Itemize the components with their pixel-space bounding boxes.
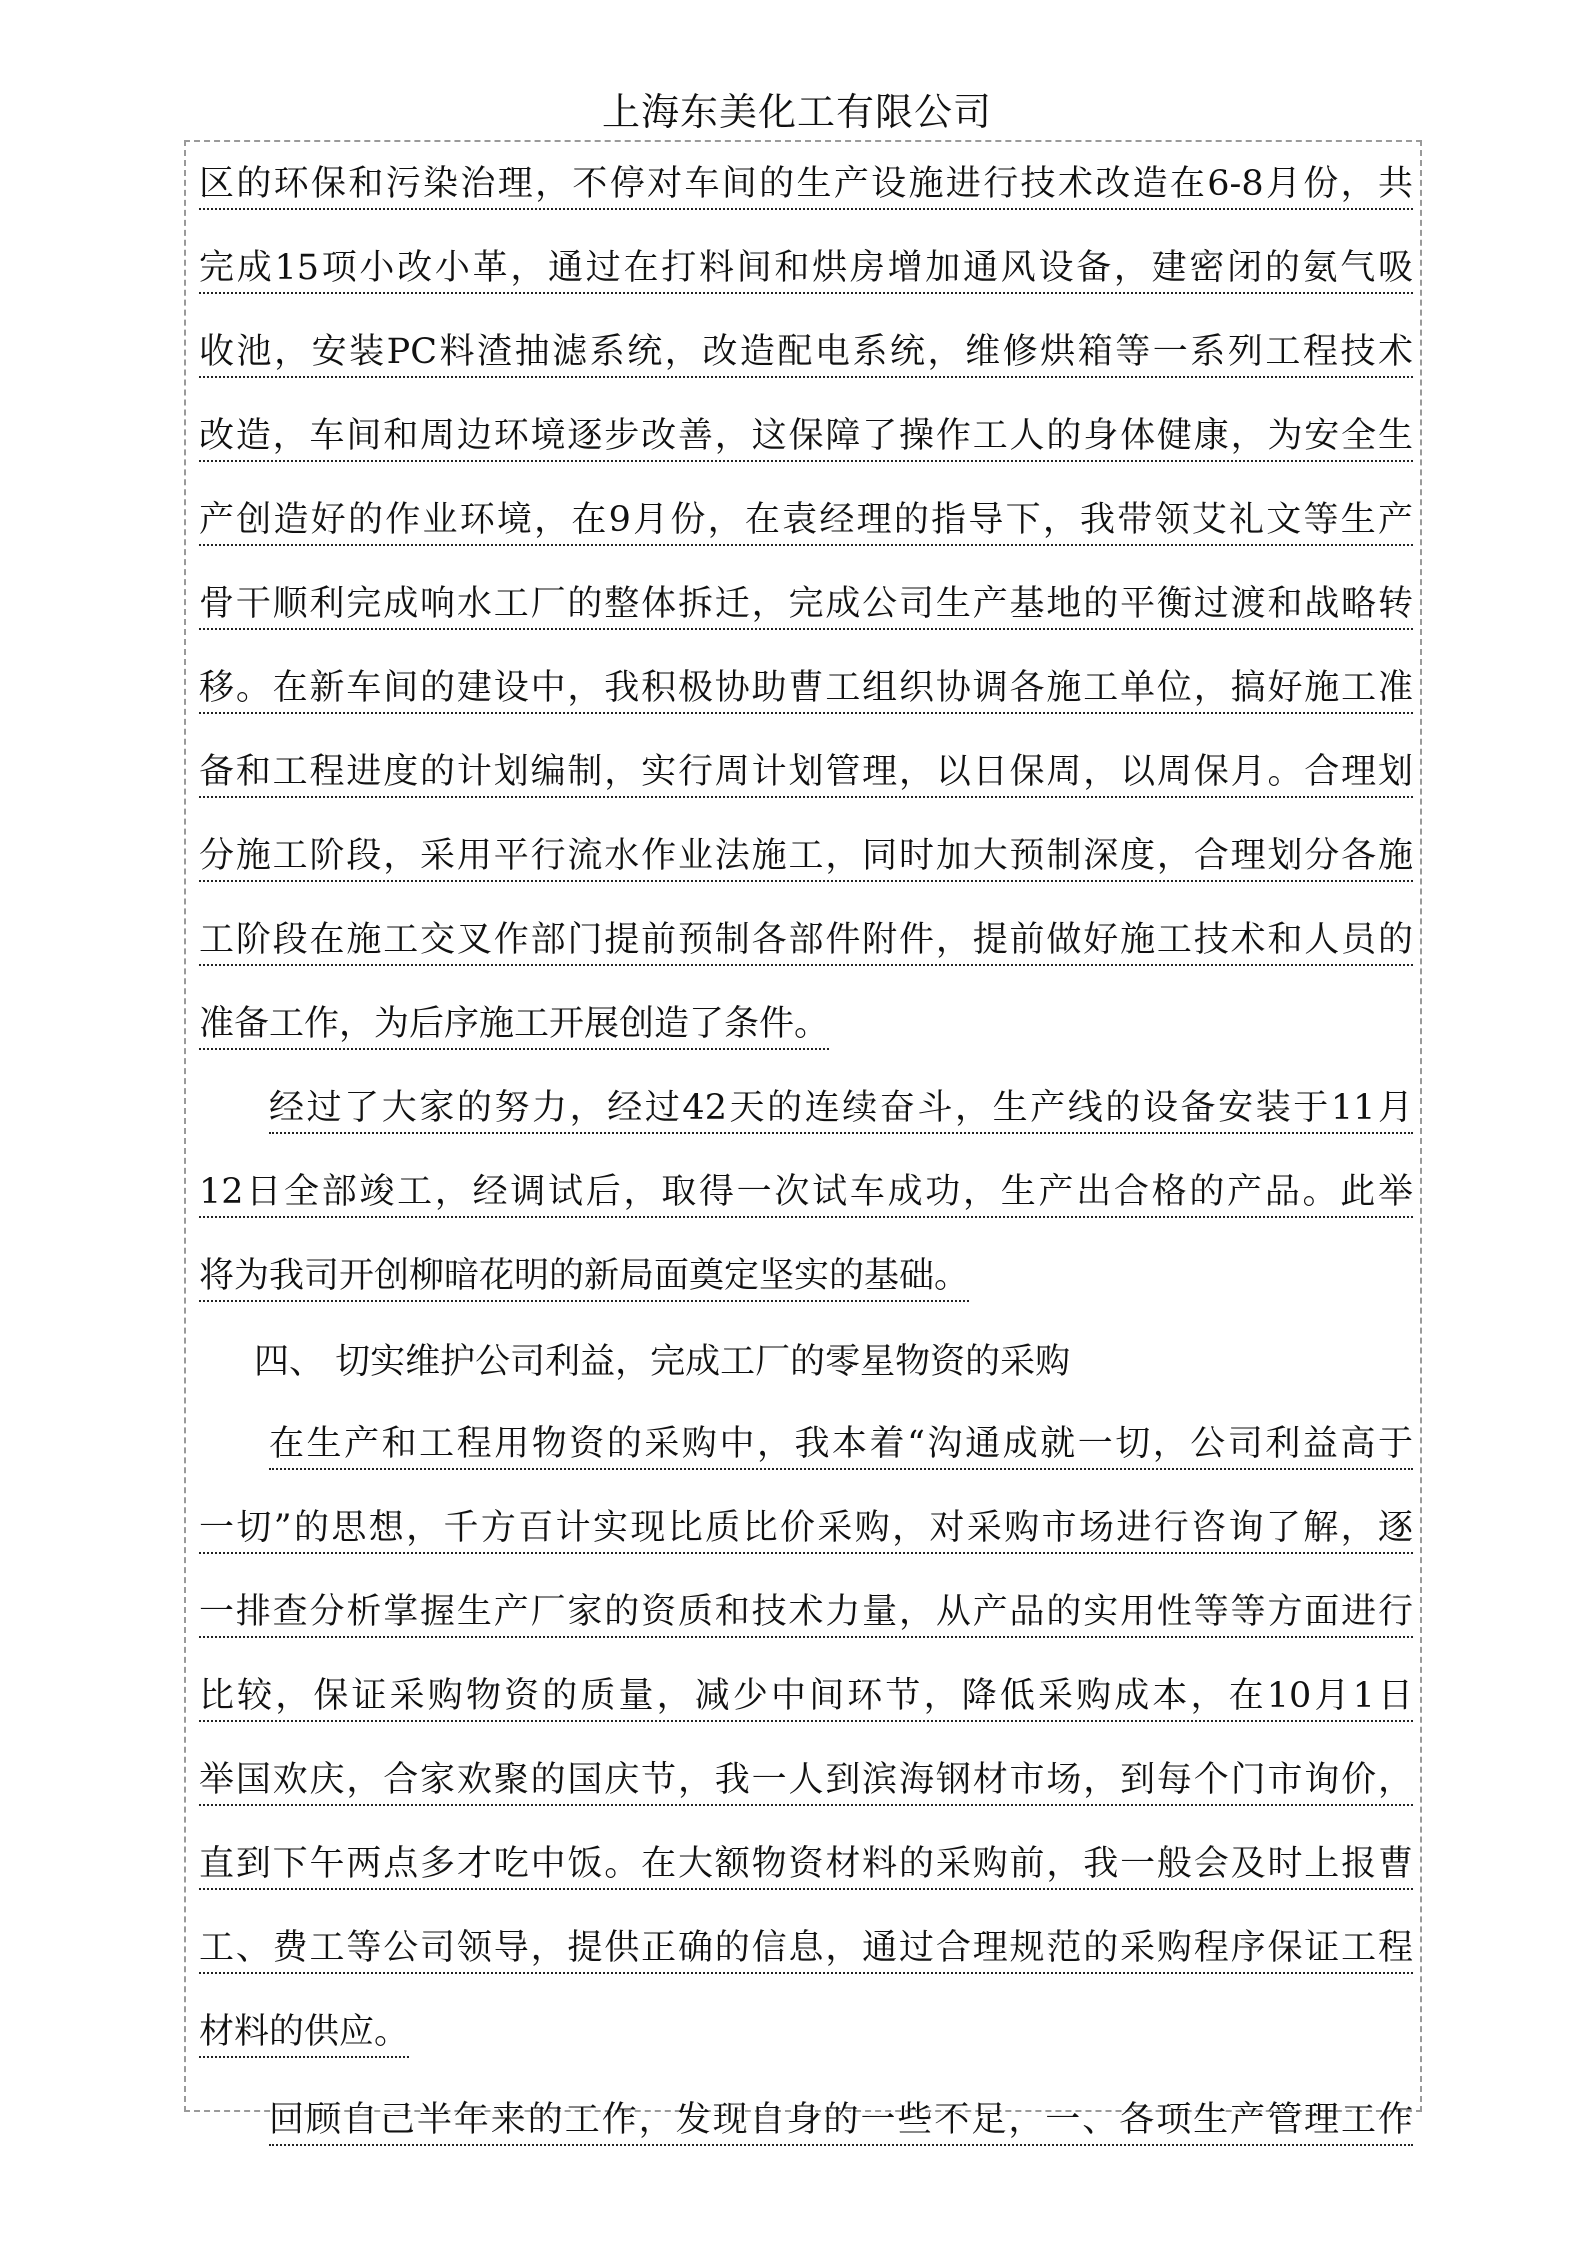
text-line-content: 分施工阶段，采用平行流水作业法施工，同时加大预制深度，合理划分各施 <box>199 834 1413 882</box>
text-line-content: 一排查分析掌握生产厂家的资质和技术力量，从产品的实用性等等方面进行 <box>199 1590 1413 1638</box>
text-line <box>199 1904 1413 1988</box>
text-line-content: 备和工程进度的计划编制，实行周计划管理，以日保周，以周保月。合理划 <box>199 750 1413 798</box>
text-line-content: 准备工作，为后序施工开展创造了条件。 <box>199 1002 829 1050</box>
text-line <box>199 560 1413 644</box>
text-line <box>199 1232 1413 1316</box>
section-heading <box>199 1316 1413 1400</box>
text-line-content: 经过了大家的努力，经过42天的连续奋斗，生产线的设备安装于11月 <box>269 1086 1413 1134</box>
text-line-content: 收池，安装PC料渣抽滤系统，改造配电系统，维修烘箱等一系列工程技术 <box>199 330 1413 378</box>
text-line-content: 比较，保证采购物资的质量，减少中间环节，降低采购成本，在10月1日 <box>199 1674 1413 1722</box>
section-heading-text: 四、 切实维护公司利益，完成工厂的零星物资的采购 <box>254 1342 1071 1382</box>
text-line-content: 区的环保和污染治理，不停对车间的生产设施进行技术改造在6-8月份，共 <box>199 162 1413 210</box>
text-line-content: 产创造好的作业环境，在9月份，在袁经理的指导下，我带领艾礼文等生产 <box>199 498 1413 546</box>
text-line-content: 回顾自己半年来的工作，发现自身的一些不足，一、各项生产管理工作 <box>269 2098 1413 2146</box>
text-line <box>199 980 1413 1064</box>
text-line <box>199 1148 1413 1232</box>
text-line <box>199 224 1413 308</box>
text-line <box>199 1568 1413 1652</box>
text-line <box>199 644 1413 728</box>
text-line <box>199 1064 1413 1148</box>
text-line-content: 材料的供应。 <box>199 2010 409 2058</box>
text-line-content: 改造，车间和周边环境逐步改善，这保障了操作工人的身体健康，为安全生 <box>199 414 1413 462</box>
text-line-content: 骨干顺利完成响水工厂的整体拆迁，完成公司生产基地的平衡过渡和战略转 <box>199 582 1413 630</box>
text-line <box>199 1400 1413 1484</box>
text-line <box>199 476 1413 560</box>
text-line <box>199 896 1413 980</box>
text-line <box>199 812 1413 896</box>
text-line-content: 将为我司开创柳暗花明的新局面奠定坚实的基础。 <box>199 1254 969 1302</box>
text-line-content: 工阶段在施工交叉作部门提前预制各部件附件，提前做好施工技术和人员的 <box>199 918 1413 966</box>
page-header-company: 上海东美化工有限公司 <box>601 90 992 134</box>
text-line <box>199 1484 1413 1568</box>
text-line-content: 12日全部竣工，经调试后，取得一次试车成功，生产出合格的产品。此举 <box>199 1170 1413 1218</box>
text-line-content: 完成15项小改小革，通过在打料间和烘房增加通风设备，建密闭的氨气吸 <box>199 246 1413 294</box>
text-line <box>199 728 1413 812</box>
text-line-content: 工、费工等公司领导，提供正确的信息，通过合理规范的采购程序保证工程 <box>199 1926 1413 1974</box>
text-line <box>199 308 1413 392</box>
text-line <box>199 392 1413 476</box>
text-line-content: 直到下午两点多才吃中饭。在大额物资材料的采购前，我一般会及时上报曹 <box>199 1842 1413 1890</box>
text-line <box>199 2072 1413 2140</box>
text-line-content: 举国欢庆，合家欢聚的国庆节，我一人到滨海钢材市场，到每个门市询价， <box>199 1758 1413 1806</box>
text-line <box>199 140 1413 224</box>
text-line <box>199 1736 1413 1820</box>
text-line-content: 在生产和工程用物资的采购中，我本着“沟通成就一切，公司利益高于 <box>269 1422 1413 1470</box>
text-line <box>199 1652 1413 1736</box>
text-line-content: 一切”的思想，千方百计实现比质比价采购，对采购市场进行咨询了解，逐 <box>199 1506 1413 1554</box>
text-line <box>199 1820 1413 1904</box>
text-line <box>199 1988 1413 2072</box>
text-line-content: 移。在新车间的建设中，我积极协助曹工组织协调各施工单位，搞好施工准 <box>199 666 1413 714</box>
